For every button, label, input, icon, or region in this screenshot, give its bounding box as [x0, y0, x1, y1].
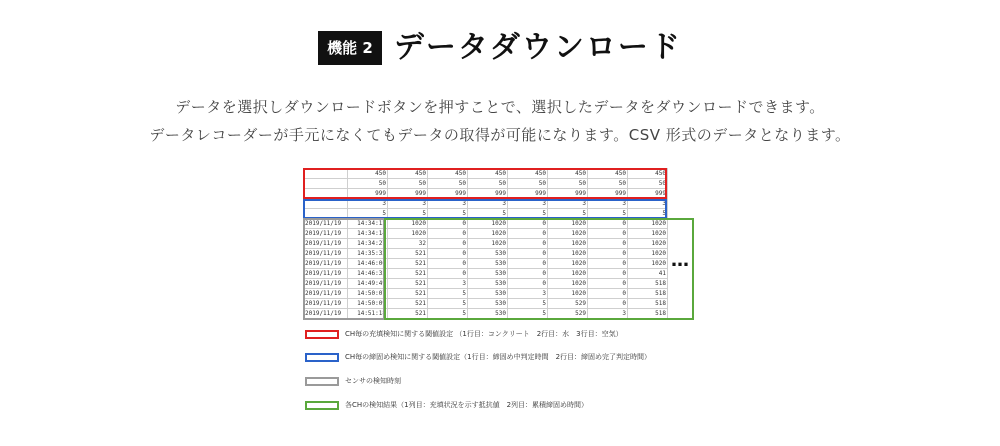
- table-cell: 521: [388, 259, 428, 269]
- table-cell: 14:49:49: [348, 279, 388, 289]
- table-row: [304, 269, 668, 279]
- table-cell: 50: [508, 179, 548, 189]
- table-cell: 0: [508, 219, 548, 229]
- table-cell: 0: [588, 219, 628, 229]
- table-cell: 450: [468, 169, 508, 179]
- table-cell: 0: [428, 229, 468, 239]
- feature-badge: 機能 2: [318, 31, 382, 65]
- table-cell: 1020: [468, 239, 508, 249]
- table-cell: 14:35:33: [348, 249, 388, 259]
- table-cell: 3: [588, 199, 628, 209]
- table-cell: [304, 189, 348, 199]
- table-cell: 50: [348, 179, 388, 189]
- table-row: [304, 249, 668, 259]
- legend-item-gray: [305, 376, 401, 386]
- table-cell: 3: [588, 309, 628, 319]
- table-cell: 1020: [628, 259, 668, 269]
- table-cell: 1020: [548, 249, 588, 259]
- table-cell: 1020: [388, 219, 428, 229]
- table-cell: 0: [428, 259, 468, 269]
- table-cell: 999: [388, 189, 428, 199]
- table-cell: 530: [468, 299, 508, 309]
- legend-label-blue: CH毎の締固め検知に関する閾値設定（1行目：締固め中判定時間 2行目：締固め完了判定時間）: [345, 353, 652, 361]
- table-cell: 521: [388, 289, 428, 299]
- table-cell: 3: [508, 199, 548, 209]
- table-cell: 3: [548, 199, 588, 209]
- table-cell: 14:50:09: [348, 299, 388, 309]
- table-cell: 3: [628, 199, 668, 209]
- legend-swatch-gray: [305, 377, 339, 386]
- table-cell: [304, 199, 348, 209]
- table-cell: 450: [388, 169, 428, 179]
- table-cell: 0: [588, 259, 628, 269]
- table-cell: 41: [628, 269, 668, 279]
- table-row: [304, 189, 668, 199]
- table-cell: 530: [468, 259, 508, 269]
- table-cell: 450: [548, 169, 588, 179]
- section-heading: [0, 28, 1000, 68]
- table-cell: 518: [628, 289, 668, 299]
- table-cell: 0: [588, 279, 628, 289]
- table-cell: 5: [348, 209, 388, 219]
- table-cell: 50: [628, 179, 668, 189]
- table-row: [304, 299, 668, 309]
- table-cell: 450: [428, 169, 468, 179]
- table-cell: 1020: [548, 269, 588, 279]
- table-cell: 3: [348, 199, 388, 209]
- description-line-1: データを選択しダウンロードボタンを押すことで、選択したデータをダウンロードできます。: [175, 98, 825, 116]
- more-columns-ellipsis: …: [671, 250, 690, 271]
- table-cell: 1020: [628, 239, 668, 249]
- table-cell: 518: [628, 309, 668, 319]
- table-cell: 0: [428, 269, 468, 279]
- table-cell: 0: [508, 249, 548, 259]
- table-cell: 1020: [388, 229, 428, 239]
- table-cell: 14:46:00: [348, 259, 388, 269]
- table-cell: 5: [428, 299, 468, 309]
- table-cell: 0: [428, 219, 468, 229]
- legend-item-green: [305, 400, 588, 410]
- table-cell: 1020: [548, 289, 588, 299]
- table-row: [304, 309, 668, 319]
- table-cell: 530: [468, 279, 508, 289]
- table-cell: 5: [628, 209, 668, 219]
- table-cell: 5: [468, 209, 508, 219]
- table-cell: 3: [428, 279, 468, 289]
- legend-swatch-green: [305, 401, 339, 410]
- legend-swatch-red: [305, 330, 339, 339]
- table-row: [304, 169, 668, 179]
- table-cell: [304, 169, 348, 179]
- table-cell: 518: [628, 279, 668, 289]
- table-cell: [304, 179, 348, 189]
- table-cell: 1020: [548, 219, 588, 229]
- table-cell: 5: [428, 309, 468, 319]
- table-cell: 14:34:27: [348, 239, 388, 249]
- table-cell: 50: [548, 179, 588, 189]
- table-cell: 529: [548, 309, 588, 319]
- legend-item-blue: [305, 352, 651, 362]
- table-cell: 521: [388, 279, 428, 289]
- table-cell: 521: [388, 269, 428, 279]
- table-cell: 50: [468, 179, 508, 189]
- table-cell: 0: [508, 229, 548, 239]
- table-row: [304, 229, 668, 239]
- table-cell: 0: [588, 289, 628, 299]
- table-cell: 14:50:07: [348, 289, 388, 299]
- table-cell: 1020: [628, 249, 668, 259]
- table-cell: 14:34:12: [348, 219, 388, 229]
- table-cell: 530: [468, 269, 508, 279]
- table-cell: 518: [628, 299, 668, 309]
- table-cell: 0: [428, 249, 468, 259]
- table-cell: 3: [388, 199, 428, 209]
- table-row: [304, 259, 668, 269]
- table-cell: 0: [508, 279, 548, 289]
- table-cell: 50: [588, 179, 628, 189]
- table-cell: 2019/11/19: [304, 269, 348, 279]
- table-cell: 521: [388, 309, 428, 319]
- table-row: [304, 289, 668, 299]
- table-cell: 1020: [468, 219, 508, 229]
- table-cell: [304, 209, 348, 219]
- table-cell: 0: [428, 239, 468, 249]
- page-title: データダウンロード: [393, 30, 682, 65]
- table-cell: 5: [388, 209, 428, 219]
- table-cell: 2019/11/19: [304, 299, 348, 309]
- table-cell: 999: [548, 189, 588, 199]
- table-cell: 2019/11/19: [304, 239, 348, 249]
- table-cell: 1020: [628, 229, 668, 239]
- table-cell: 450: [588, 169, 628, 179]
- table-cell: 521: [388, 249, 428, 259]
- table-cell: 14:46:35: [348, 269, 388, 279]
- table-cell: 450: [508, 169, 548, 179]
- table-cell: 529: [548, 299, 588, 309]
- table-cell: 3: [508, 289, 548, 299]
- table-cell: 0: [508, 239, 548, 249]
- table-cell: 999: [468, 189, 508, 199]
- table-cell: 999: [348, 189, 388, 199]
- legend-label-red: CH毎の充填検知に関する閾値設定 （1行目：コンクリート 2行目：水 3行目：空気）: [345, 330, 623, 338]
- table-cell: 2019/11/19: [304, 309, 348, 319]
- table-cell: 530: [468, 289, 508, 299]
- table-cell: 1020: [548, 239, 588, 249]
- table-cell: 530: [468, 309, 508, 319]
- table-row: [304, 209, 668, 219]
- csv-data-table: [303, 168, 667, 319]
- table-cell: 0: [508, 259, 548, 269]
- table-cell: 0: [588, 239, 628, 249]
- table-cell: 999: [588, 189, 628, 199]
- table-cell: 0: [588, 299, 628, 309]
- table-cell: 999: [428, 189, 468, 199]
- table-cell: 5: [588, 209, 628, 219]
- description-line-2: データレコーダーが手元になくてもデータの取得が可能になります。CSV 形式のデータとなります。: [149, 126, 851, 144]
- table-cell: 999: [628, 189, 668, 199]
- table-row: [304, 239, 668, 249]
- table-cell: 14:51:18: [348, 309, 388, 319]
- legend-item-red: [305, 329, 623, 339]
- table-cell: 3: [468, 199, 508, 209]
- table-cell: 2019/11/19: [304, 279, 348, 289]
- table-cell: 5: [428, 209, 468, 219]
- table-cell: 450: [348, 169, 388, 179]
- table-cell: 0: [588, 249, 628, 259]
- table-cell: 2019/11/19: [304, 249, 348, 259]
- table-cell: 3: [428, 199, 468, 209]
- table-cell: 1020: [468, 229, 508, 239]
- legend-label-green: 各CHの検知結果（1列目：充填状況を示す抵抗値 2列目：累積締固め時間）: [345, 401, 589, 409]
- table-cell: 5: [508, 209, 548, 219]
- table-cell: 2019/11/19: [304, 259, 348, 269]
- table-cell: 0: [588, 269, 628, 279]
- table-cell: 521: [388, 299, 428, 309]
- table-cell: 2019/11/19: [304, 229, 348, 239]
- table-cell: 5: [508, 299, 548, 309]
- table-row: [304, 199, 668, 209]
- table-cell: 2019/11/19: [304, 289, 348, 299]
- table-cell: 50: [428, 179, 468, 189]
- table-cell: 5: [428, 289, 468, 299]
- table-cell: 14:34:14: [348, 229, 388, 239]
- table-cell: 0: [508, 269, 548, 279]
- table-cell: 999: [508, 189, 548, 199]
- table-cell: 530: [468, 249, 508, 259]
- table-cell: 2019/11/19: [304, 219, 348, 229]
- table-cell: 5: [508, 309, 548, 319]
- table-cell: 1020: [628, 219, 668, 229]
- table-cell: 5: [548, 209, 588, 219]
- table-row: [304, 279, 668, 289]
- table-cell: 0: [588, 229, 628, 239]
- legend-swatch-blue: [305, 353, 339, 362]
- table-cell: 32: [388, 239, 428, 249]
- table-cell: 1020: [548, 259, 588, 269]
- table-row: [304, 219, 668, 229]
- table-cell: 1020: [548, 279, 588, 289]
- csv-table: [303, 168, 668, 319]
- table-cell: 50: [388, 179, 428, 189]
- table-cell: 1020: [548, 229, 588, 239]
- legend-label-gray: センサの検知時刻: [345, 377, 401, 385]
- table-row: [304, 179, 668, 189]
- table-cell: 450: [628, 169, 668, 179]
